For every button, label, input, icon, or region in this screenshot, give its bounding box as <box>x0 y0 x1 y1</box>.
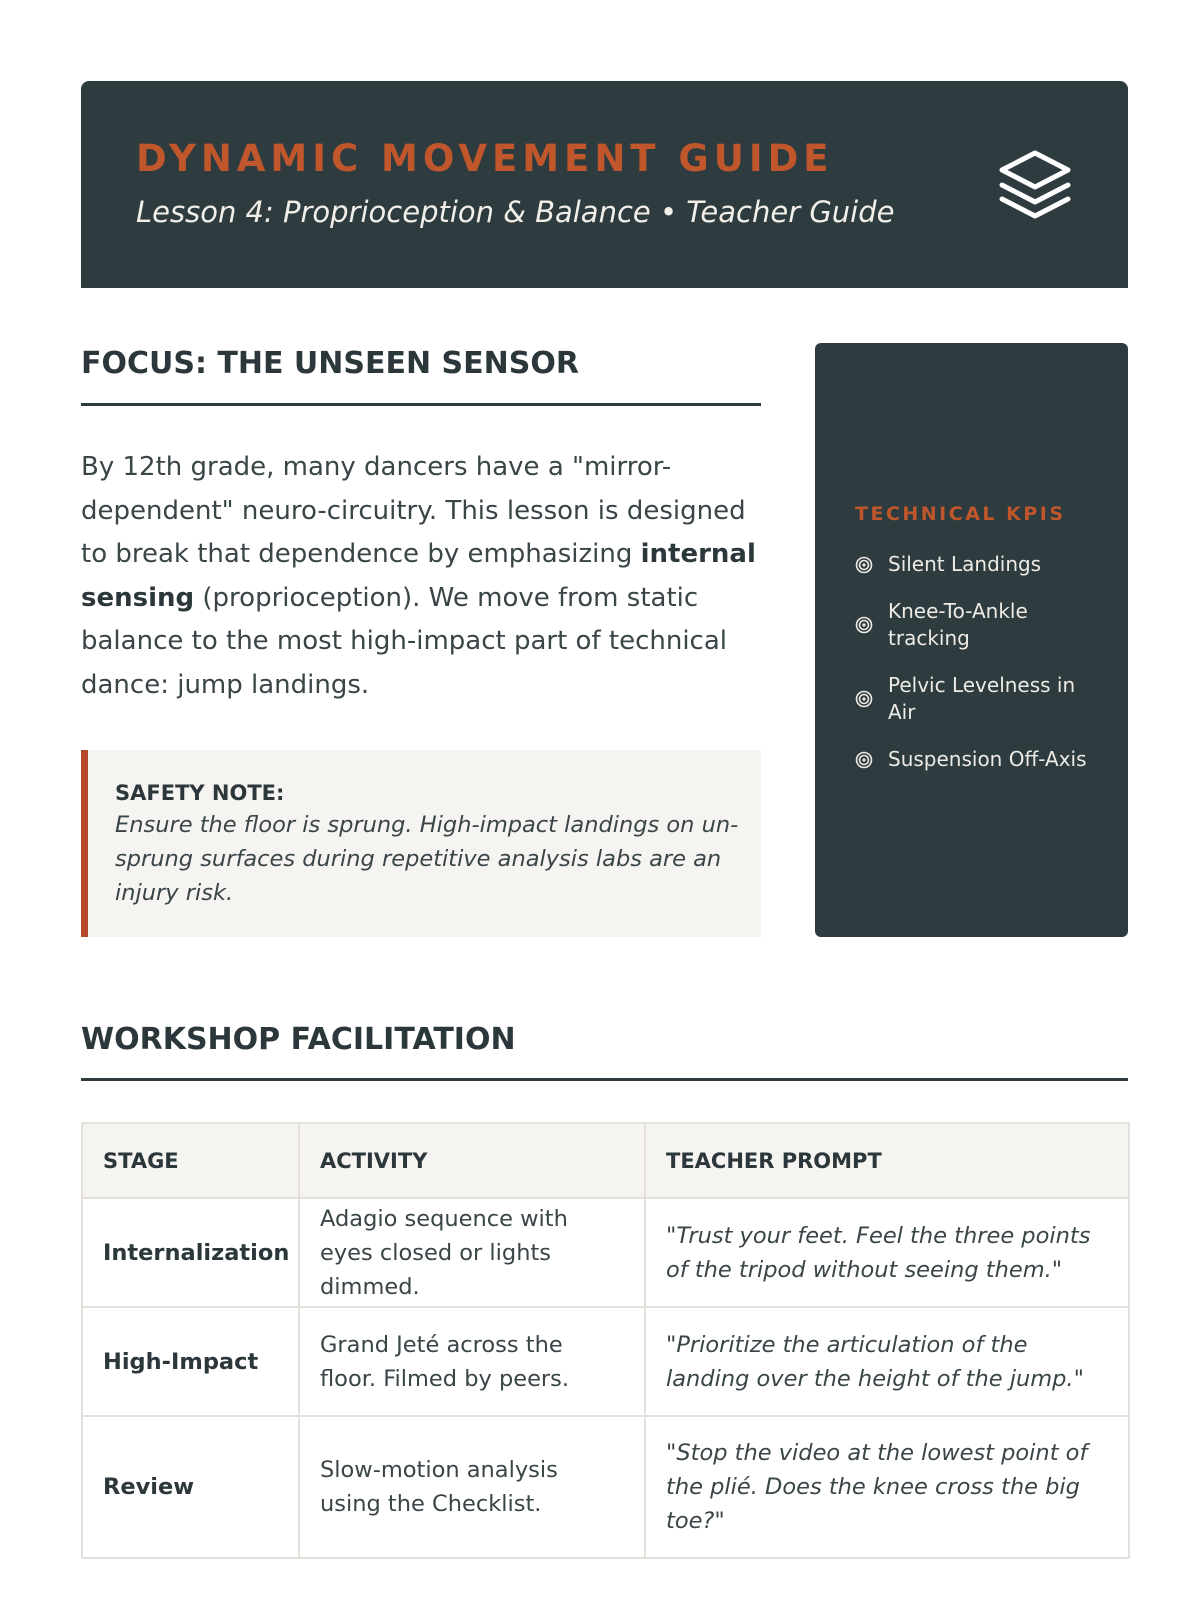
kpi-item <box>855 746 1105 773</box>
focus-text-emphasis: internal sensing <box>81 539 756 613</box>
target-icon <box>855 751 873 769</box>
kpi-item <box>855 672 1105 726</box>
kpi-heading: TECHNICAL KPIS <box>855 503 1066 525</box>
workshop-divider <box>81 1078 1128 1081</box>
lesson-subtitle: Lesson 4: Proprioception & Balance • Teacher Guide <box>136 195 895 229</box>
column-header-activity: ACTIVITY <box>299 1123 645 1198</box>
guide-title: DYNAMIC MOVEMENT GUIDE <box>136 137 834 180</box>
column-header-prompt: TEACHER PROMPT <box>645 1123 1129 1198</box>
kpi-list <box>855 551 1105 793</box>
workshop-table <box>81 1122 1130 1559</box>
prompt-cell: "Prioritize the articulation of the landing over the height of the jump." <box>645 1307 1129 1416</box>
kpi-panel <box>815 343 1128 937</box>
focus-heading: FOCUS: THE UNSEEN SENSOR <box>81 346 579 381</box>
focus-text-end: (proprioception). We move from static balance to the most high-impact part of technical dance: jump landings. <box>81 582 728 700</box>
safety-callout <box>81 750 761 937</box>
target-icon <box>855 556 873 574</box>
focus-text-start: By 12th grade, many dancers have a "mirror-dependent" neuro-circuitry. This lesson is designed to break that dependence by emphasizing <box>81 452 746 569</box>
table-row <box>82 1416 1129 1558</box>
focus-divider <box>81 403 761 406</box>
target-icon <box>855 616 873 634</box>
stage-cell: High-Impact <box>82 1307 299 1416</box>
kpi-label: Silent Landings <box>888 552 1042 576</box>
activity-cell: Grand Jeté across the floor. Filmed by peers. <box>299 1307 645 1416</box>
safety-label: SAFETY NOTE: <box>115 781 285 805</box>
table-header-row <box>82 1123 1129 1198</box>
stage-cell: Internalization <box>82 1198 299 1307</box>
safety-text: Ensure the floor is sprung. High-impact landings on un-sprung surfaces during repetitive analysis labs are an injury risk. <box>115 812 739 906</box>
kpi-item <box>855 551 1105 578</box>
table-row <box>82 1198 1129 1307</box>
focus-paragraph <box>81 446 771 707</box>
kpi-label: Suspension Off-Axis <box>888 747 1087 771</box>
kpi-label: Pelvic Levelness in Air <box>888 673 1076 724</box>
stage-cell: Review <box>82 1416 299 1558</box>
page-header <box>81 81 1128 288</box>
activity-cell: Adagio sequence with eyes closed or lights dimmed. <box>299 1198 645 1307</box>
table-row <box>82 1307 1129 1416</box>
column-header-stage: STAGE <box>82 1123 299 1198</box>
target-icon <box>855 690 873 708</box>
prompt-cell: "Stop the video at the lowest point of the plié. Does the knee cross the big toe?" <box>645 1416 1129 1558</box>
prompt-cell: "Trust your feet. Feel the three points of the tripod without seeing them." <box>645 1198 1129 1307</box>
kpi-label: Knee-To-Ankle tracking <box>888 599 1028 650</box>
workshop-heading: WORKSHOP FACILITATION <box>81 1022 516 1057</box>
activity-cell: Slow-motion analysis using the Checklist. <box>299 1416 645 1558</box>
layers-icon <box>996 147 1074 225</box>
kpi-item <box>855 598 1105 652</box>
